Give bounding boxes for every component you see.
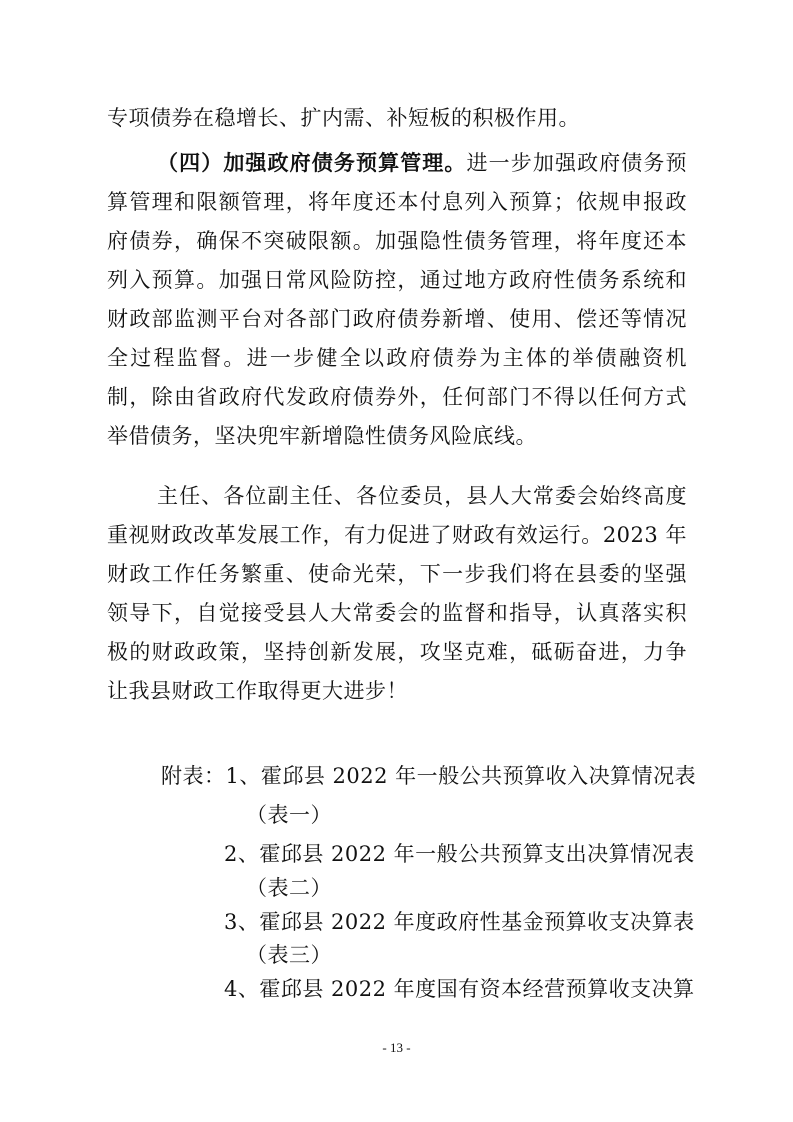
attachment-item: 3、霍邱县 2022 年度政府性基金预算收支决算表 [224,910,695,934]
attachment-item-table-label: （表一） [246,803,332,827]
attachment-item-table-label: （表三） [246,943,332,967]
paragraph-line: 让我县财政工作取得更大进步！ [107,679,408,703]
paragraph-line: 财政工作任务繁重、使命光荣，下一步我们将在县委的坚强 [107,562,687,586]
paragraph-line: 制，除由省政府代发政府债券外，任何部门不得以任何方式 [107,385,687,409]
paragraph-line: 府债券，确保不突破限额。加强隐性债务管理，将年度还本 [107,229,687,253]
paragraph-line: 举借债务，坚决兜牢新增隐性债务风险底线。 [107,424,537,448]
paragraph-line: 主任、各位副主任、各位委员，县人大常委会始终高度 [157,484,687,508]
page-number: - 13 - [382,1040,411,1055]
paragraph-line: 专项债券在稳增长、扩内需、补短板的积极作用。 [107,106,580,130]
attachment-item: 4、霍邱县 2022 年度国有资本经营预算收支决算 [224,977,695,1001]
attachment-item: 2、霍邱县 2022 年一般公共预算支出决算情况表 [224,842,695,866]
paragraph-line: 领导下，自觉接受县人大常委会的监督和指导，认真落实积 [107,601,687,625]
section-heading-line [157,148,687,178]
paragraph-line: 极的财政政策，坚持创新发展，攻坚克难，砥砺奋进，力争 [107,640,687,664]
paragraph-line: 财政部监测平台对各部门政府债券新增、使用、偿还等情况 [107,307,687,331]
paragraph-line: 算管理和限额管理，将年度还本付息列入预算；依规申报政 [107,190,687,214]
attachment-item: 附表：1、霍邱县 2022 年一般公共预算收入决算情况表 [161,764,697,788]
paragraph-line: 重视财政改革发展工作，有力促进了财政有效运行。2023 年 [107,523,687,547]
section-heading: （四）加强政府债务预算管理。 [157,150,467,175]
paragraph-line: 全过程监督。进一步健全以政府债券为主体的举债融资机 [107,346,687,370]
attachment-item-table-label: （表二） [246,876,332,900]
paragraph-line: 列入预算。加强日常风险防控，通过地方政府性债务系统和 [107,268,687,292]
paragraph-text: 进一步加强政府债务预 [466,151,688,175]
